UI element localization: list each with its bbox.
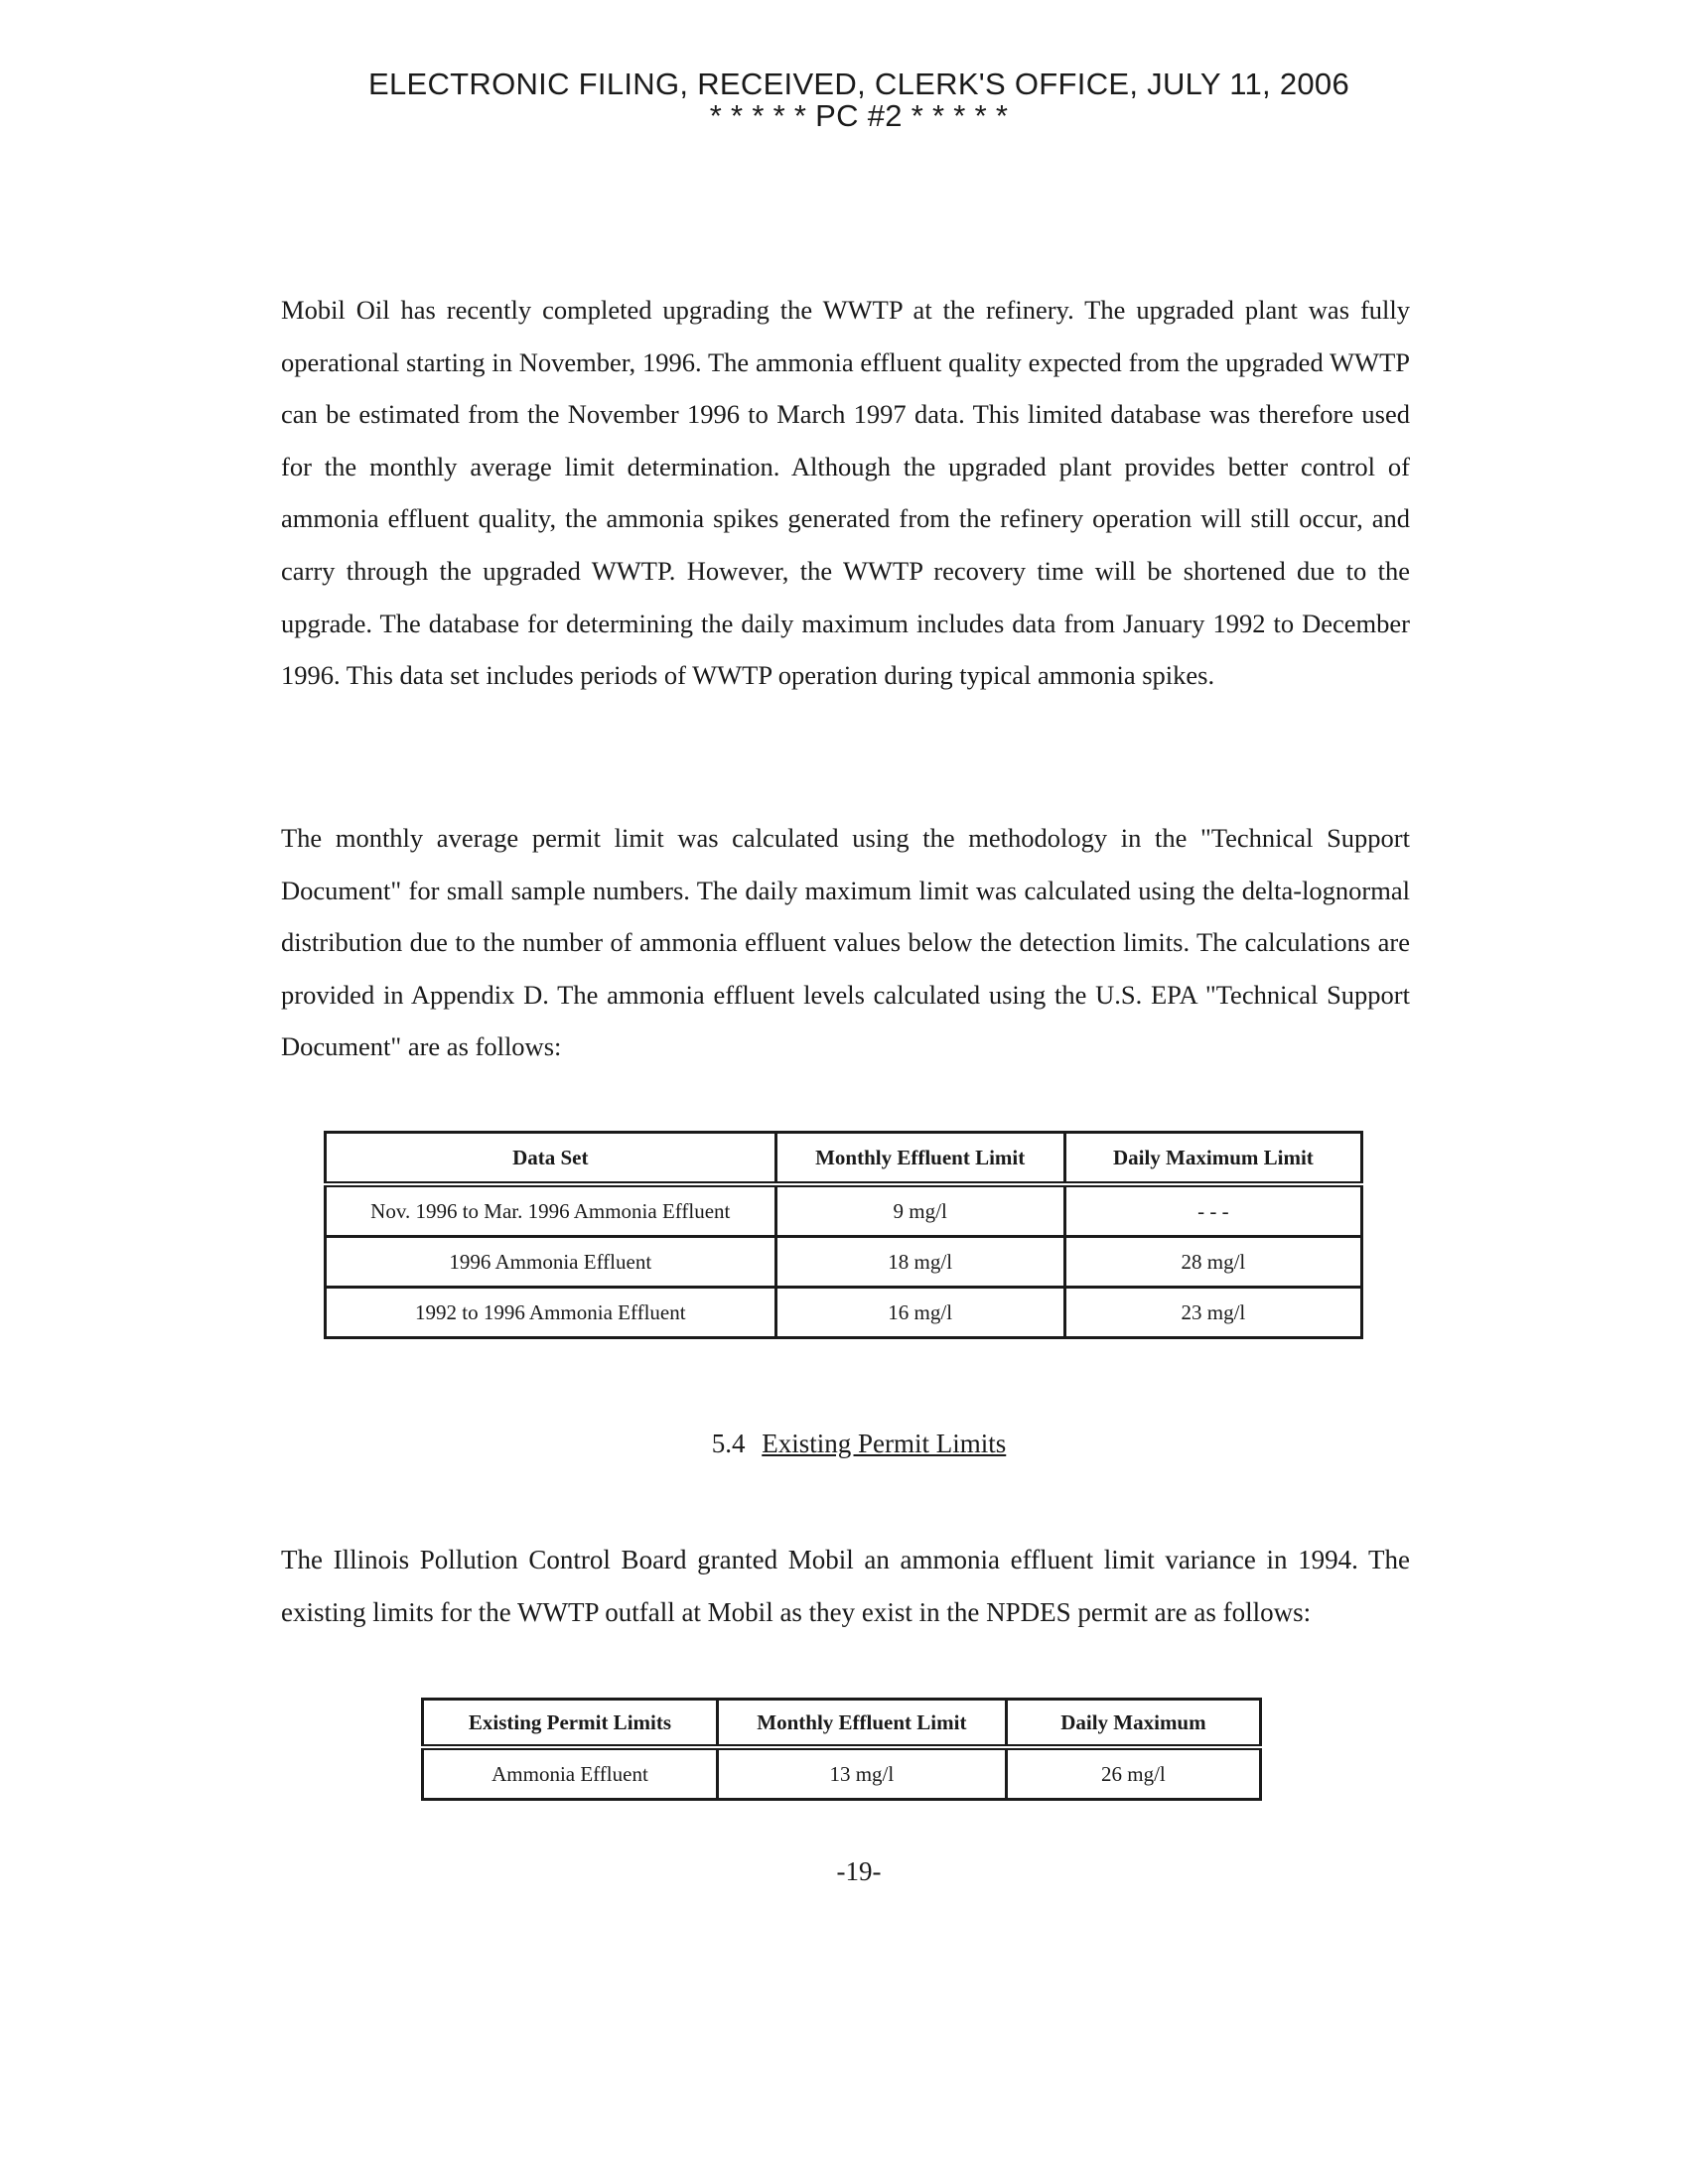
header-daily-maximum-limit: Daily Maximum Limit	[1064, 1133, 1361, 1185]
table-row	[326, 1237, 1362, 1288]
section-number: 5.4	[711, 1429, 746, 1458]
header-existing-permit-limits: Existing Permit Limits	[423, 1700, 718, 1748]
cell-monthly-limit: 13 mg/l	[717, 1747, 1006, 1800]
cell-data-set: 1992 to 1996 Ammonia Effluent	[326, 1288, 776, 1338]
table-header-row	[423, 1700, 1261, 1748]
section-title: Existing Permit Limits	[762, 1429, 1007, 1458]
cell-monthly-limit: 18 mg/l	[775, 1237, 1064, 1288]
existing-limits-table	[421, 1698, 1262, 1801]
header-monthly-effluent-limit: Monthly Effluent Limit	[775, 1133, 1064, 1185]
cell-parameter: Ammonia Effluent	[423, 1747, 718, 1800]
filing-header	[0, 68, 1684, 133]
table-row	[326, 1184, 1362, 1237]
header-daily-maximum: Daily Maximum	[1006, 1700, 1260, 1748]
cell-monthly-limit: 16 mg/l	[775, 1288, 1064, 1338]
header-data-set: Data Set	[326, 1133, 776, 1185]
cell-monthly-limit: 9 mg/l	[775, 1184, 1064, 1237]
cell-daily-max: 26 mg/l	[1006, 1747, 1260, 1800]
cell-daily-max: 23 mg/l	[1064, 1288, 1361, 1338]
paragraph-methodology: The monthly average permit limit was calculated using the methodology in the "Technical Support Document" for small sample numbers. The daily maximum limit was calculated using the delta-lognormal distribution due to the number of ammonia effluent values below the detection limits. The calculations are provided in Appendix D. The ammonia effluent levels calculated using the U.S. EPA "Technical Support Document" are as follows:	[281, 823, 1410, 1062]
paragraph-existing-variance: The Illinois Pollution Control Board granted Mobil an ammonia effluent limit variance in 1994. The existing limits for the WWTP outfall at Mobil as they exist in the NPDES permit are as follows:	[281, 1545, 1410, 1627]
cell-daily-max: - - -	[1064, 1184, 1361, 1237]
cell-daily-max: 28 mg/l	[1064, 1237, 1361, 1288]
cell-data-set: 1996 Ammonia Effluent	[326, 1237, 776, 1288]
cell-data-set: Nov. 1996 to Mar. 1996 Ammonia Effluent	[326, 1184, 776, 1237]
table-header-row	[326, 1133, 1362, 1185]
header-monthly-effluent-limit: Monthly Effluent Limit	[717, 1700, 1006, 1748]
page-number: -19-	[836, 1856, 882, 1886]
calculated-limits-table	[324, 1131, 1363, 1339]
paragraph-wwtp-upgrade: Mobil Oil has recently completed upgrading the WWTP at the refinery. The upgraded plant was fully operational starting in November, 1996. The ammonia effluent quality expected from the upgraded WWTP can be estimated from the November 1996 to March 1997 data. This limited database was therefore used for the monthly average limit determination. Although the upgraded plant provides better control of ammonia effluent quality, the ammonia spikes generated from the refinery operation will still occur, and carry through the upgraded WWTP. However, the WWTP recovery time will be shortened due to the upgrade. The database for determining the daily maximum includes data from January 1992 to December 1996. This data set includes periods of WWTP operation during typical ammonia spikes.	[281, 295, 1410, 691]
pc-number-line: * * * * * PC #2 * * * * *	[709, 98, 1009, 133]
table-row	[423, 1747, 1261, 1800]
section-heading	[0, 1427, 1684, 1460]
filing-stamp-line: ELECTRONIC FILING, RECEIVED, CLERK'S OFFICE, JULY 11, 2006	[367, 67, 1350, 101]
table-row	[326, 1288, 1362, 1338]
